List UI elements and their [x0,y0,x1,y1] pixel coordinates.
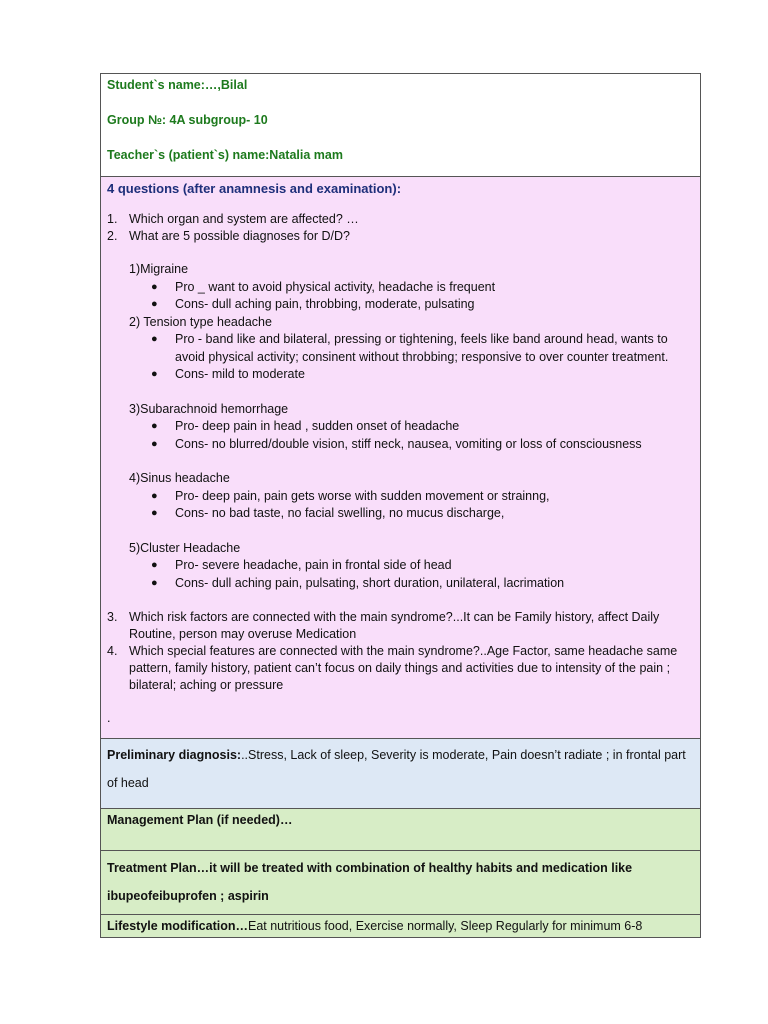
bullet-icon: ● [151,333,158,345]
question-text: Which organ and system are affected? … [129,212,359,226]
teacher-name: Teacher`s (patient`s) name:Natalia mam [107,148,343,162]
bullet-text: Cons- mild to moderate [175,367,305,381]
lifestyle-modification-label: Lifestyle modification… [107,919,248,933]
questions-title: 4 questions (after anamnesis and examination): [107,181,402,196]
bullet-text: Pro- deep pain, pain gets worse with sudden movement or strainng, [175,488,550,503]
diagnosis-cluster-headache [107,540,694,593]
bullet-icon: ● [151,280,158,293]
list-item [129,436,694,454]
question-3 [107,609,694,643]
lifestyle-modification-text: Eat nutritious food, Exercise normally, Sleep Regularly for minimum 6-8 [248,919,643,933]
bullet-text: Pro - band like and bilateral, pressing or tightening, feels like band around head, wants to avoid physical activity; consinent without throbbing; responsive to over counter treatment. [175,332,669,364]
list-item [129,279,694,297]
list-item [129,331,694,366]
bullet-text: Cons- no blurred/double vision, stiff neck, nausea, vomiting or loss of consciousness [175,436,642,451]
preliminary-diagnosis-text: ..Stress, Lack of sleep, Severity is moderate, Pain doesn’t radiate ; in frontal part of head [107,748,686,790]
treatment-plan-label: Treatment Plan…it will be treated with combination of healthy habits and medication like ibupeofeibuprofen ; aspirin [107,861,633,903]
questions-cell [101,177,700,739]
diagnosis-sinus-headache [107,470,694,523]
diagnosis-migraine [107,261,694,314]
lifestyle-modification-cell [101,915,700,937]
bullet-icon: ● [151,507,158,519]
bullet-icon: ● [151,576,158,589]
diagnosis-title: 4)Sinus headache [129,471,230,485]
bullet-icon: ● [151,298,158,310]
question-2 [107,228,694,245]
treatment-plan-cell [101,851,700,915]
question-text: What are 5 possible diagnoses for D/D? [129,229,350,243]
management-plan-cell [101,809,700,851]
form-table [100,73,701,938]
diagnosis-subarachnoid-hemorrhage [107,401,694,454]
question-number: 1. [107,212,118,226]
diagnosis-title: 5)Cluster Headache [129,540,241,555]
diagnosis-title: 2) Tension type headache [129,314,272,329]
bullet-icon: ● [151,420,158,432]
student-name: Student`s name:…,Bilal [107,78,248,92]
bullet-icon: ● [151,437,158,450]
list-item [129,557,694,575]
bullet-text: Cons- dull aching pain, pulsating, short duration, unilateral, lacrimation [175,575,565,590]
list-item [129,505,694,523]
student-info-cell [101,74,700,177]
diagnosis-title: 3)Subarachnoid hemorrhage [129,401,289,416]
question-1 [107,211,694,228]
list-item [129,366,694,384]
trailing-dot: . [107,711,111,725]
bullet-text: Cons- dull aching pain, throbbing, moderate, pulsating [175,297,475,311]
bullet-text: Pro- severe headache, pain in frontal side of head [175,558,452,572]
list-item [129,575,694,593]
bullet-text: Pro- deep pain in head , sudden onset of headache [175,419,460,433]
preliminary-diagnosis-label: Preliminary diagnosis: [107,748,242,762]
bullet-text: Pro _ want to avoid physical activity, headache is frequent [175,279,496,294]
list-item [129,488,694,506]
diagnosis-tension-headache [107,314,694,384]
bullet-icon: ● [151,559,158,571]
question-number: 4. [107,644,118,658]
question-text: Which risk factors are connected with the main syndrome?...It can be Family history, affect Daily Routine, person may overuse Medication [129,610,660,641]
question-number: 3. [107,610,118,624]
group-number: Group №: 4A subgroup- 10 [107,113,268,127]
bullet-text: Cons- no bad taste, no facial swelling, no mucus discharge, [175,506,505,520]
bullet-icon: ● [151,489,158,502]
preliminary-diagnosis-cell [101,739,700,809]
list-item [129,418,694,436]
diagnosis-title: 1)Migraine [129,262,189,276]
question-text: Which special features are connected with the main syndrome?..Age Factor, same headache same pattern, family history, patient can’t focus on daily things and activities due to intensity of the pain ; bilateral; aching or pressure [129,644,678,692]
list-item [129,296,694,314]
question-number: 2. [107,229,118,243]
bullet-icon: ● [151,368,158,380]
question-4 [107,643,694,694]
management-plan-label: Management Plan (if needed)… [107,813,293,827]
